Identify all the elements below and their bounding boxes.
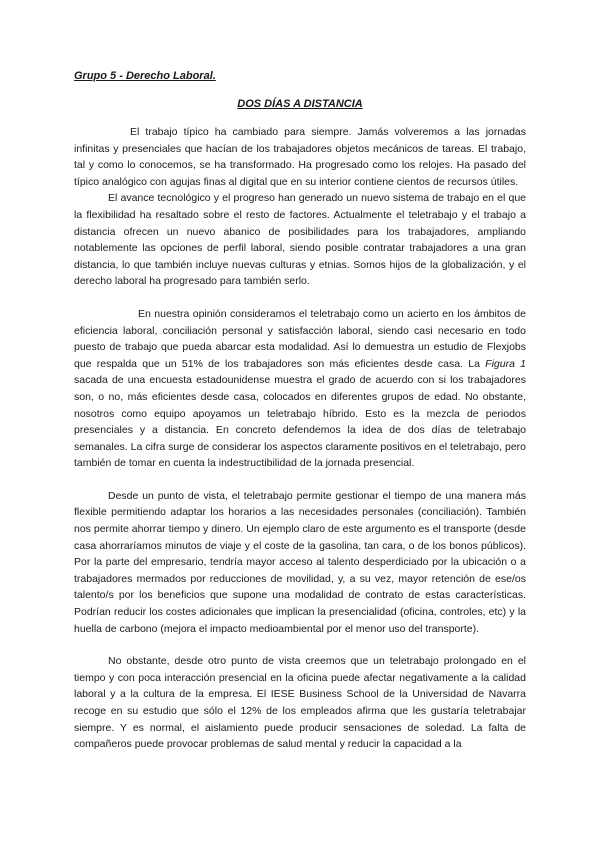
paragraph-4: Desde un punto de vista, el teletrabajo permite gestionar el tiempo de una manera más flexible permitiendo adaptar los horarios a las necesidades personales (conciliación). También nos permite ahorrar tiempo y dinero. Un ejemplo claro de este argumento es el transporte (desde casa ahorraríamos minutos de viaje y el coste de la gasolina, tan cara, o de los bonos públicos). Por la parte del empresario, tendría mayor acceso al talento desperdiciado por la ubicación o a trabajadores mermados por reducciones de movilidad, y, a su vez, mayor retención de ese/os talento/s por los beneficios que supone una modalidad de contrato de estas características. Podrían reducir los costes adicionales que implican la presencialidad (oficina, controles, etc) y la huella de carbono (mejora el impacto medioambiental por el menor uso del transporte).	[74, 489, 526, 635]
figure-reference: Figura 1	[485, 357, 526, 370]
paragraph-3	[74, 306, 526, 472]
paragraph-spacer	[74, 472, 526, 488]
paragraph-3-after: sacada de una encuesta estadounidense muestra el grado de acuerdo con si los trabajadores son, o no, más eficientes desde casa, colocados en diferentes grupos de edad. No obstante, nosotros como equipo apoyamos un teletrabajo híbrido. Esto es la mezcla de periodos presenciales y a distancia. En concreto defendemos la idea de dos días de teletrabajo semanales. La cifra surge de considerar los aspectos claramente positivos en el teletrabajo, pero también de tomar en cuenta la indestructibilidad de la jornada presencial.	[74, 374, 526, 470]
paragraph-3-before: En nuestra opinión consideramos el teletrabajo como un acierto en los ámbitos de eficiencia laboral, conciliación personal y satisfacción laboral, siendo casi necesario en todo puesto de trabajo que pueda abarcar esta modalidad. Así lo demuestra un estudio de Flexjobs que respalda que un 51% de los trabajadores son más eficientes desde casa. La	[74, 307, 526, 370]
document-page	[74, 70, 526, 753]
paragraph-2: El avance tecnológico y el progreso han generado un nuevo sistema de trabajo en el que la flexibilidad ha resaltado sobre el resto de factores. Actualmente el teletrabajo y el trabajo a distancia ofrecen un nuevo abanico de posibilidades para los trabajadores, ampliando notablemente las opciones de perfil laboral, siendo posible contratar trabajadores a una gran distancia, lo que también incluye nuevas culturas y etnias. Somos hijos de la globalización, y el derecho laboral ha progresado para también serlo.	[74, 192, 526, 288]
paragraph-spacer	[74, 637, 526, 653]
paragraph-5: No obstante, desde otro punto de vista creemos que un teletrabajo prolongado en el tiempo y con poca interacción presencial en la oficina puede afectar negativamente a la calidad laboral y a la cultura de la empresa. El IESE Business School de la Universidad de Navarra recoge en su estudio que sólo el 12% de los empleados afirma que les gustaría teletrabajar siempre. Y es normal, el aislamiento puede producir sensaciones de soledad. La falta de compañeros puede provocar problemas de salud mental y reducir la capacidad a la	[74, 655, 526, 751]
paragraph-spacer	[74, 290, 526, 306]
document-title: DOS DÍAS A DISTANCIA	[237, 98, 363, 110]
paragraph-1: El trabajo típico ha cambiado para siempre. Jamás volveremos a las jornadas infinitas y presenciales que hacían de los trabajadores objetos mecánicos de tareas. El trabajo, tal y como lo conocemos, se ha transformado. Ha progresado como los relojes. Ha pasado del típico analógico con agujas finas al digital que en su interior contiene cientos de recursos útiles.	[74, 126, 526, 188]
group-heading: Grupo 5 - Derecho Laboral.	[74, 70, 216, 82]
